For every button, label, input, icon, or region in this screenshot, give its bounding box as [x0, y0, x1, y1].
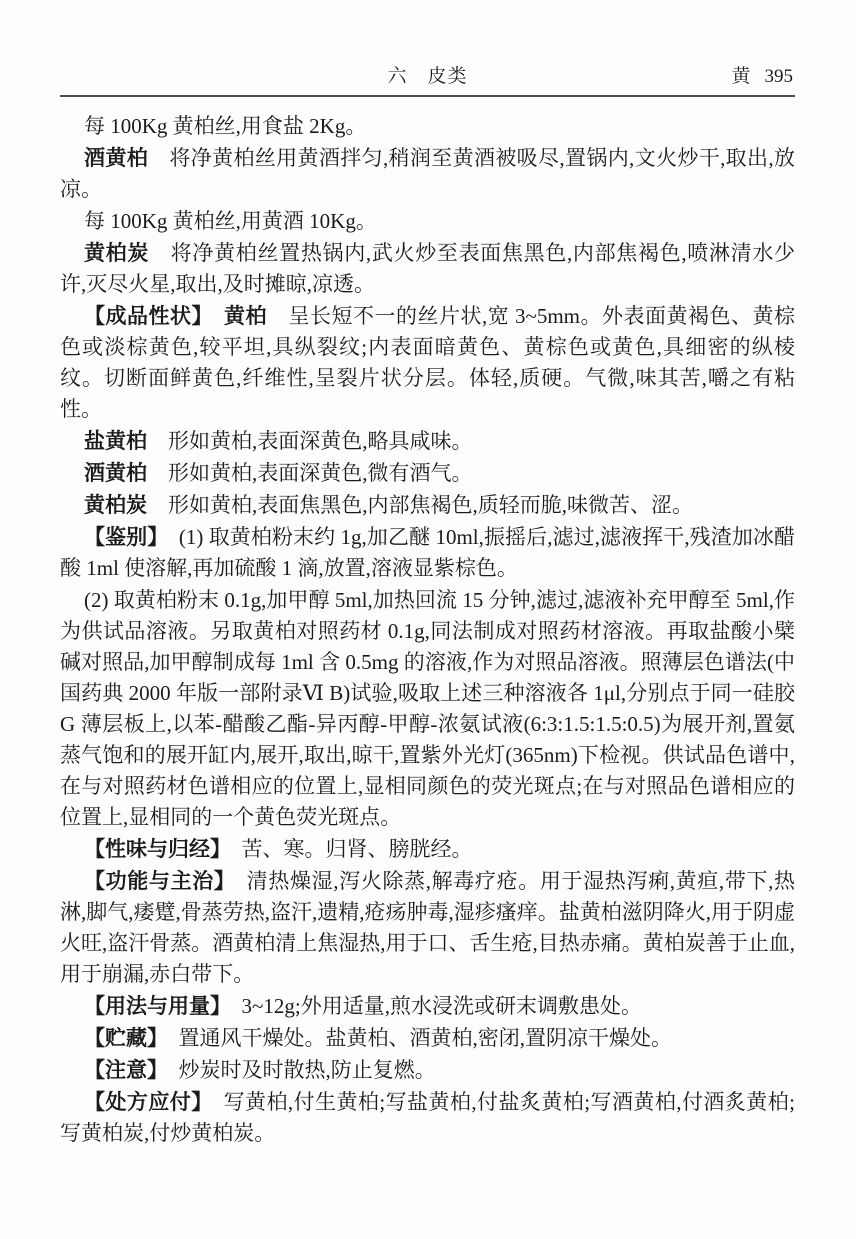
text-run: (2) 取黄柏粉末 0.1g,加甲醇 5ml,加热回流 15 分钟,滤过,滤液补充甲醇至 5ml,作为供试品溶液。另取黄柏对照药材 0.1g,同法制成对照药材溶液。再取盐酸小檗碱对照品,加甲醇制成每 1ml 含 0.5mg 的溶液,作为对照品溶液。照薄层色谱法(中国药典 2000 年版一部附录Ⅵ B)试验,吸取上述三种溶液各 1μl,分别点于同一硅胶 G 薄层板上,以苯-醋酸乙酯-异丙醇-甲醇-浓氨试液(6:3:1.5:1.5:0.5)为展开剂,置氨蒸气饱和的展开缸内,展开,取出,晾干,置紫外光灯(365nm)下检视。供试品色谱中,在与对照药材色谱相应的位置上,显相同颜色的荧光斑点;在与对照品色谱相应的位置上,显相同的一个黄色荧光斑点。 — [60, 588, 795, 829]
text-run: 将净黄柏丝置热锅内,武火炒至表面焦黑色,内部焦褐色,喷淋清水少许,灭尽火星,取出,及时摊晾,凉透。 — [60, 241, 796, 296]
term-label: 黄柏炭 — [84, 494, 147, 517]
term-label: 酒黄柏 — [84, 147, 149, 170]
text-run: 苦、寒。归肾、膀胱经。 — [220, 837, 473, 861]
paragraph — [60, 238, 795, 300]
text-run — [203, 304, 225, 328]
paragraph — [60, 585, 795, 833]
paragraph — [60, 111, 795, 142]
text-run: 形如黄柏,表面焦黑色,内部焦褐色,质轻而脆,味微苦、涩。 — [147, 493, 693, 517]
running-header — [60, 64, 795, 92]
paragraph — [60, 490, 795, 521]
term-label: 【鉴别】 — [84, 526, 158, 549]
term-label: 【注意】 — [84, 1059, 158, 1082]
paragraph — [60, 522, 795, 584]
term-label: 盐黄柏 — [84, 430, 147, 453]
paragraph — [60, 458, 795, 489]
text-run: 每 100Kg 黄柏丝,用黄酒 10Kg。 — [84, 209, 377, 233]
text-run: 形如黄柏,表面深黄色,略具咸味。 — [147, 429, 473, 453]
text-run: 每 100Kg 黄柏丝,用食盐 2Kg。 — [84, 114, 367, 138]
term-label: 【用法与用量】 — [84, 995, 221, 1018]
paragraph — [60, 1055, 795, 1086]
paragraph — [60, 991, 795, 1022]
paragraph — [60, 206, 795, 237]
paragraph — [60, 426, 795, 457]
term-label: 黄柏 — [224, 305, 267, 328]
monograph-body — [60, 111, 795, 1150]
section-title: 六 皮类 — [387, 66, 468, 87]
term-label: 【处方应付】 — [84, 1091, 203, 1114]
term-label: 酒黄柏 — [84, 462, 147, 485]
paragraph — [60, 1023, 795, 1054]
paragraph — [60, 866, 795, 990]
term-label: 黄柏炭 — [84, 242, 150, 265]
header-rule-divider — [60, 95, 795, 97]
text-run: 形如黄柏,表面深黄色,微有酒气。 — [147, 461, 473, 485]
folio-word: 黄 — [731, 66, 751, 87]
text-run: 写黄柏,付生黄柏;写盐黄柏,付盐炙黄柏;写酒黄柏,付酒炙黄柏;写黄柏炭,付炒黄柏炭。 — [60, 1090, 795, 1145]
text-run: 置通风干燥处。盐黄柏、酒黄柏,密闭,置阴凉干燥处。 — [157, 1026, 672, 1050]
term-label: 【功能与主治】 — [84, 870, 226, 893]
page-number: 395 — [764, 66, 793, 87]
term-label: 【成品性状】 — [84, 305, 203, 328]
folio — [731, 64, 793, 90]
term-label: 【贮藏】 — [84, 1027, 158, 1050]
term-label: 【性味与归经】 — [84, 838, 221, 861]
text-run: 呈长短不一的丝片状,宽 3~5mm。外表面黄褐色、黄棕色或淡棕黄色,较平坦,具纵裂纹;内表面暗黄色、黄棕色或黄色,具细密的纵棱纹。切断面鲜黄色,纤维性,呈裂片状分层。体轻,质硬。气微,味其苦,嚼之有粘性。 — [60, 304, 796, 421]
paragraph — [60, 143, 795, 205]
paragraph — [60, 1087, 795, 1149]
text-run: 将净黄柏丝用黄酒拌匀,稍润至黄酒被吸尽,置锅内,文火炒干,取出,放凉。 — [60, 146, 795, 201]
paragraph — [60, 834, 795, 865]
text-run: 炒炭时及时散热,防止复燃。 — [157, 1058, 436, 1082]
paragraph — [60, 301, 795, 425]
text-run: 清热燥湿,泻火除蒸,解毒疗疮。用于湿热泻痢,黄疸,带下,热淋,脚气,痿躄,骨蒸劳热,盗汗,遗精,疮疡肿毒,湿疹瘙痒。盐黄柏滋阴降火,用于阴虚火旺,盗汗骨蒸。酒黄柏清上焦湿热,用于口、舌生疮,目热赤痛。黄柏炭善于止血,用于崩漏,赤白带下。 — [60, 869, 796, 986]
text-run: 3~12g;外用适量,煎水浸洗或研末调敷患处。 — [220, 994, 642, 1018]
text-run: (1) 取黄柏粉末约 1g,加乙醚 10ml,振摇后,滤过,滤液挥干,残渣加冰醋酸 1ml 使溶解,再加硫酸 1 滴,放置,溶液显紫棕色。 — [60, 525, 795, 580]
